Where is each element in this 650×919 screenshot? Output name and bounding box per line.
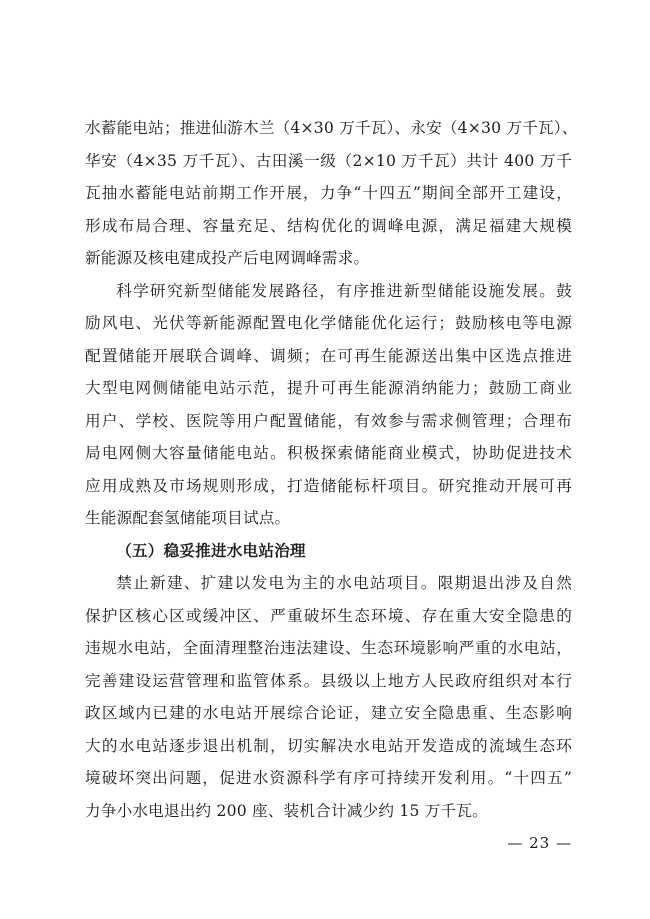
text-line: 形成布局合理、容量充足、结构优化的调峰电源，满足福建大规模 (85, 216, 572, 235)
text-line: 配置储能开展联合调峰、调频；在可再生能源送出集中区选点推进 (85, 346, 572, 365)
text-line: 禁止新建、扩建以发电为主的水电站项目。限期退出涉及自然 (116, 574, 572, 592)
page-number: — 23 — (507, 834, 572, 852)
text-line: 应用成熟及市场规则形成，打造储能标杆项目。研究推动开展可再 (85, 476, 572, 495)
text-line: 大的水电站逐步退出机制，切实解决水电站开发造成的流域生态环 (85, 736, 572, 755)
text-line: （五）稳妥推进水电站治理 (116, 540, 306, 560)
text-line: 力争小水电退出约 200 座、装机合计减少约 15 万千瓦。 (85, 801, 488, 820)
text-line: 水蓄能电站；推进仙游木兰（4×30 万千瓦）、永安（4×30 万千瓦）、 (85, 119, 578, 137)
text-line: 大型电网侧储能电站示范，提升可再生能源消纳能力；鼓励工商业 (85, 379, 572, 397)
text-line: 励风电、光伏等新能源配置电化学储能优化运行；鼓励核电等电源 (85, 314, 572, 332)
text-line: 华安（4×35 万千瓦）、古田溪一级（2×10 万千瓦）共计 400 万千 (85, 151, 572, 170)
text-line: 违规水电站，全面清理整治违法建设、生态环境影响严重的水电站， (85, 639, 572, 657)
text-line: 政区域内已建的水电站开展综合论证，建立安全隐患重、生态影响 (85, 704, 572, 722)
text-line: 瓦抽水蓄能电站前期工作开展，力争“十四五”期间全部开工建设， (85, 184, 572, 202)
text-line: 完善建设运营管理和监管体系。县级以上地方人民政府组织对本行 (85, 671, 572, 690)
text-line: 新能源及核电建成投产后电网调峰需求。 (85, 249, 370, 267)
paragraph (85, 567, 572, 827)
text-line: 科学研究新型储能发展路径，有序推进新型储能设施发展。鼓 (116, 281, 572, 300)
paragraph (85, 275, 572, 535)
text-line: 境破坏突出问题，促进水资源科学有序可持续开发利用。“十四五” (85, 769, 572, 787)
section-heading (85, 535, 572, 568)
paragraph (85, 112, 578, 275)
text-line: 生能源配套氢储能项目试点。 (85, 509, 291, 527)
text-line: 保护区核心区或缓冲区、严重破坏生态环境、存在重大安全隐患的 (85, 606, 572, 625)
text-line: 局电网侧大容量储能电站。积极探索储能商业模式，协助促进技术 (85, 444, 572, 462)
text-block (85, 112, 578, 827)
text-line: 用户、学校、医院等用户配置储能，有效参与需求侧管理；合理布 (85, 411, 572, 430)
